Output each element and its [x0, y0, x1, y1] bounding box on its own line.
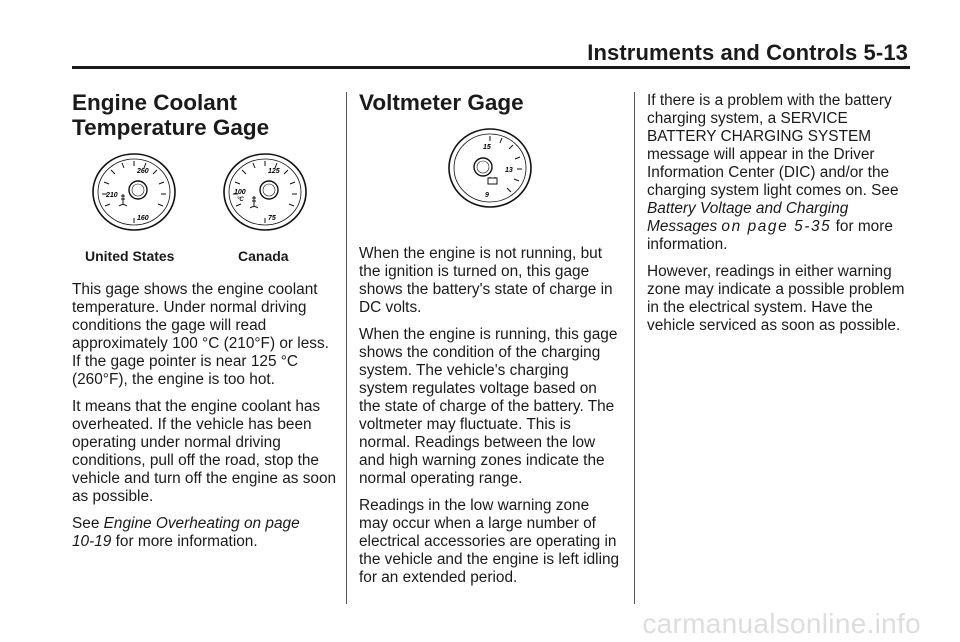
coolant-ca-label-center: 100	[234, 189, 246, 196]
voltmeter-paragraph-3: Readings in the low warning zone may occur when a large number of electrical accessories are operating in the vehicle and the engine is left idling for an extended period.	[359, 497, 620, 586]
column-divider-2	[634, 92, 635, 604]
column-voltmeter	[359, 90, 621, 596]
coolant-heading-line2: Temperature Gage	[72, 115, 270, 140]
battery-voltage-messages-link[interactable]	[647, 200, 848, 235]
voltmeter-label-top: 15	[483, 144, 491, 151]
coolant-ca-label-unit: °C	[237, 197, 244, 203]
coolant-gauge-us-illustration	[91, 150, 177, 234]
coolant-see-text: See	[72, 515, 104, 532]
header-rule	[72, 66, 910, 69]
voltmeter-heading: Voltmeter Gage	[359, 90, 524, 115]
column-coolant	[72, 90, 338, 560]
coolant-gauge-canada-illustration	[222, 150, 308, 234]
coolant-more-info-text: for more information.	[111, 533, 258, 550]
coolant-us-label-top: 260	[137, 168, 149, 175]
voltmeter-label-right: 13	[505, 167, 513, 174]
voltmeter-gauge-wrap	[359, 125, 621, 217]
coolant-gauges	[72, 150, 338, 234]
column-divider-1	[346, 92, 347, 604]
voltmeter-label-bottom: 9	[485, 192, 489, 199]
coolant-heading	[72, 90, 338, 140]
coolant-paragraph-1: This gage shows the engine coolant temperature. Under normal driving conditions the gage will read approximately 100 °C (210°F) or less. If the gage pointer is near 125 °C (260°F), the engine is too hot.	[72, 281, 329, 388]
coolant-paragraph-3	[72, 515, 338, 551]
gauge-captions	[72, 248, 338, 266]
voltmeter-paragraph-1: When the engine is not running, but the ignition is turned on, this gage shows the battery's state of charge in DC volts.	[359, 245, 613, 316]
voltmeter-paragraph-2: When the engine is running, this gage shows the condition of the charging system. The vehicle's charging system regulates voltage based on the state of charge of the battery. The voltmeter may fluctuate. This is normal. Readings between the low and high warning zones indicate the normal operating range.	[359, 326, 618, 487]
site-watermark: carmanualsonline.info	[642, 608, 921, 639]
voltmeter-gauge-illustration	[447, 125, 533, 211]
coolant-us-label-left: 210	[106, 192, 118, 199]
column-battery-warning	[647, 92, 911, 344]
coolant-heading-line1: Engine Coolant	[72, 90, 237, 115]
coolant-us-label-bottom: 160	[137, 215, 149, 222]
coolant-ca-label-bottom: 75	[268, 215, 276, 222]
coolant-ca-label-top: 125	[268, 168, 280, 175]
battery-paragraph-1-text: If there is a problem with the battery charging system, a SERVICE BATTERY CHARGING SYSTEM message will appear in the Driver Information Center (DIC) and/or the charging system light comes on. See	[647, 92, 899, 199]
battery-more-info-text: for more information.	[647, 218, 893, 253]
battery-voltage-messages-link-page: on page 5‑35	[721, 218, 832, 235]
battery-voltage-messages-link-title: Battery Voltage and Charging Messages	[647, 200, 849, 235]
battery-paragraph-1	[647, 92, 911, 254]
coolant-paragraph-2: It means that the engine coolant has overheated. If the vehicle has been operating under normal driving conditions, pull off the road, stop the vehicle and turn off the engine as soon as possible.	[72, 398, 337, 505]
page-header-title: Instruments and Controls 5-13	[587, 40, 908, 65]
caption-united-states: United States	[85, 248, 175, 264]
engine-overheating-link[interactable]: Engine Overheating on page 10‑19	[72, 515, 300, 550]
battery-paragraph-2: However, readings in either warning zone may indicate a possible problem in the electrical system. Have the vehicle serviced as soon as possible.	[647, 263, 905, 334]
caption-canada: Canada	[238, 248, 289, 264]
